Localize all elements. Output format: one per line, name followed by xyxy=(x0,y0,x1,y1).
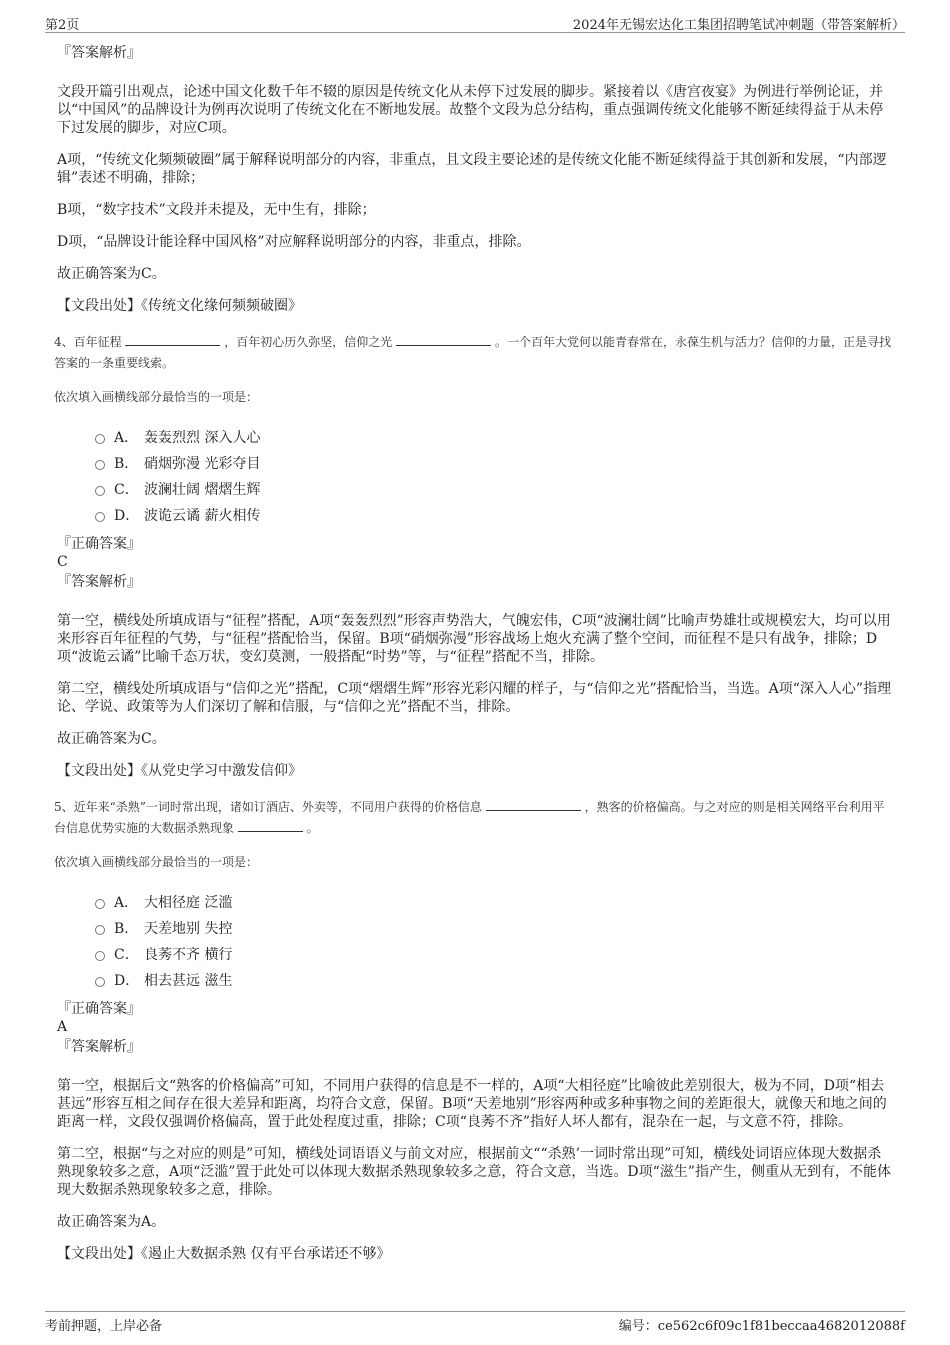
radio-icon[interactable] xyxy=(95,977,105,987)
q4-source: 【文段出处】《从党史学习中激发信仰》 xyxy=(57,763,302,779)
radio-icon[interactable] xyxy=(95,486,105,496)
radio-icon[interactable] xyxy=(95,925,105,935)
document-title: 2024年无锡宏达化工集团招聘笔试冲刺题（带答案解析） xyxy=(572,18,905,33)
page-footer xyxy=(45,1311,905,1335)
page-header xyxy=(45,12,905,33)
q5-option-a[interactable]: A． 大相径庭 泛滥 xyxy=(95,890,893,916)
q3-analysis-para-2: A项，“传统文化频频破圈”属于解释说明部分的内容，非重点，且文段主要论述的是传统文化能不断延续得益于其创新和发展，“内部逻辑”表述不明确，排除； xyxy=(57,152,887,186)
q5-answer: A xyxy=(57,1019,68,1035)
q5-options xyxy=(95,890,893,994)
q5-stem: 5、近年来“杀熟”一词时常出现，诸如订酒店、外卖等，不同用户获得的价格信息 ，熟客的价格偏高。与之对应的则是相关网络平台利用平台信息优势实施的大数据杀熟现象 。 xyxy=(54,800,885,835)
q3-source: 【文段出处】《传统文化缘何频频破圈》 xyxy=(57,298,302,314)
q5-option-c[interactable]: C． 良莠不齐 横行 xyxy=(95,942,893,968)
q4-option-a[interactable]: A． 轰轰烈烈 深入人心 xyxy=(95,425,893,451)
q5-option-d[interactable]: D． 相去甚远 滋生 xyxy=(95,968,893,994)
q4-analysis-para-2: 第二空，横线处所填成语与“信仰之光”搭配，C项“熠熠生辉”形容光彩闪耀的样子，与“信仰之光”搭配恰当，当选。A项“深入人心”指理论、学说、政策等为人们深切了解和信服，与“信仰之光”搭配不当，排除。 xyxy=(57,681,892,715)
q5-analysis-para-1: 第一空，根据后文“熟客的价格偏高”可知，不同用户获得的信息是不一样的，A项“大相径庭”比喻彼此差别很大，极为不同，D项“相去甚远”形容互相之间存在很大差异和距离，均符合文意，保留。B项“天差地别”形容两种或多种事物之间的差距很大，就像天和地之间的距离一样，文段仅强调价格偏高，置于此处程度过重，排除；C项“良莠不齐”指好人坏人都有，混杂在一起，与文意不符，排除。 xyxy=(57,1078,887,1130)
q4-option-d[interactable]: D． 波诡云谲 薪火相传 xyxy=(95,503,893,529)
q5-instruction: 依次填入画横线部分最恰当的一项是： xyxy=(54,855,259,869)
radio-icon[interactable] xyxy=(95,899,105,909)
document-code: 编号：ce562c6f09c1f81beccaa4682012088f xyxy=(618,1319,905,1334)
q4-instruction: 依次填入画横线部分最恰当的一项是： xyxy=(54,390,259,404)
radio-icon[interactable] xyxy=(95,951,105,961)
blank-1 xyxy=(125,333,220,346)
q4-answer: C xyxy=(57,554,68,570)
q5-option-b[interactable]: B． 天差地别 失控 xyxy=(95,916,893,942)
q4-stem: 4、百年征程 ，百年初心历久弥坚，信仰之光 。一个百年大党何以能青春常在，永葆生机与活力？信仰的力量，正是寻找答案的一条重要线索。 xyxy=(54,335,891,370)
page-content xyxy=(54,44,893,1277)
q3-correct-answer: 故正确答案为C。 xyxy=(57,266,166,282)
q5-answer-label: 『正确答案』 xyxy=(57,1001,141,1017)
q5-correct-answer: 故正确答案为A。 xyxy=(57,1214,166,1230)
blank-2 xyxy=(396,333,491,346)
q4-analysis-para-1: 第一空，横线处所填成语与“征程”搭配，A项“轰轰烈烈”形容声势浩大，气魄宏伟，C项“波澜壮阔”比喻声势雄壮或规模宏大，均可以用来形容百年征程的气势，与“征程”搭配恰当，保留。B项“硝烟弥漫”形容战场上炮火充满了整个空间，而征程不是只有战争，排除；D项“波诡云谲”比喻千态万状，变幻莫测，一般搭配“时势”等，与“征程”搭配不当，排除。 xyxy=(57,613,891,665)
q4-correct-answer: 故正确答案为C。 xyxy=(57,731,166,747)
footer-slogan: 考前押题，上岸必备 xyxy=(45,1319,163,1334)
q4-answer-label: 『正确答案』 xyxy=(57,536,141,552)
q4-analysis-label: 『答案解析』 xyxy=(57,574,141,590)
q3-analysis-para-3: B项，“数字技术”文段并未提及，无中生有，排除； xyxy=(57,202,376,218)
q5-analysis-para-2: 第二空，根据“与之对应的则是”可知，横线处词语语义与前文对应，根据前文““杀熟’一词时常出现”可知，横线处词语应体现大数据杀熟现象较多之意，A项“泛滥”置于此处可以体现大数据杀熟现象较多之意，符合文意，当选。D项“滋生”指产生，侧重从无到有，不能体现大数据杀熟现象较多之意，排除。 xyxy=(57,1146,891,1198)
radio-icon[interactable] xyxy=(95,512,105,522)
blank-2 xyxy=(238,819,303,832)
page-number: 第2页 xyxy=(45,18,80,33)
radio-icon[interactable] xyxy=(95,434,105,444)
q5-source: 【文段出处】《遏止大数据杀熟 仅有平台承诺还不够》 xyxy=(57,1246,391,1262)
radio-icon[interactable] xyxy=(95,460,105,470)
q4-options xyxy=(95,425,893,529)
q4-option-b[interactable]: B． 硝烟弥漫 光彩夺目 xyxy=(95,451,893,477)
blank-1 xyxy=(486,798,581,811)
q3-analysis-label: 『答案解析』 xyxy=(57,45,141,61)
q3-analysis-para-1: 文段开篇引出观点，论述中国文化数千年不辍的原因是传统文化从未停下过发展的脚步。紧接着以《唐宫夜宴》为例进行举例论证，并以“中国风”的品牌设计为例再次说明了传统文化在不断地发展。故整个文段为总分结构，重点强调传统文化能够不断延续得益于从未停下过发展的脚步，对应C项。 xyxy=(57,84,884,136)
q4-option-c[interactable]: C． 波澜壮阔 熠熠生辉 xyxy=(95,477,893,503)
q3-analysis-para-4: D项，“品牌设计能诠释中国风格”对应解释说明部分的内容，非重点，排除。 xyxy=(57,234,531,250)
q5-analysis-label: 『答案解析』 xyxy=(57,1039,141,1055)
